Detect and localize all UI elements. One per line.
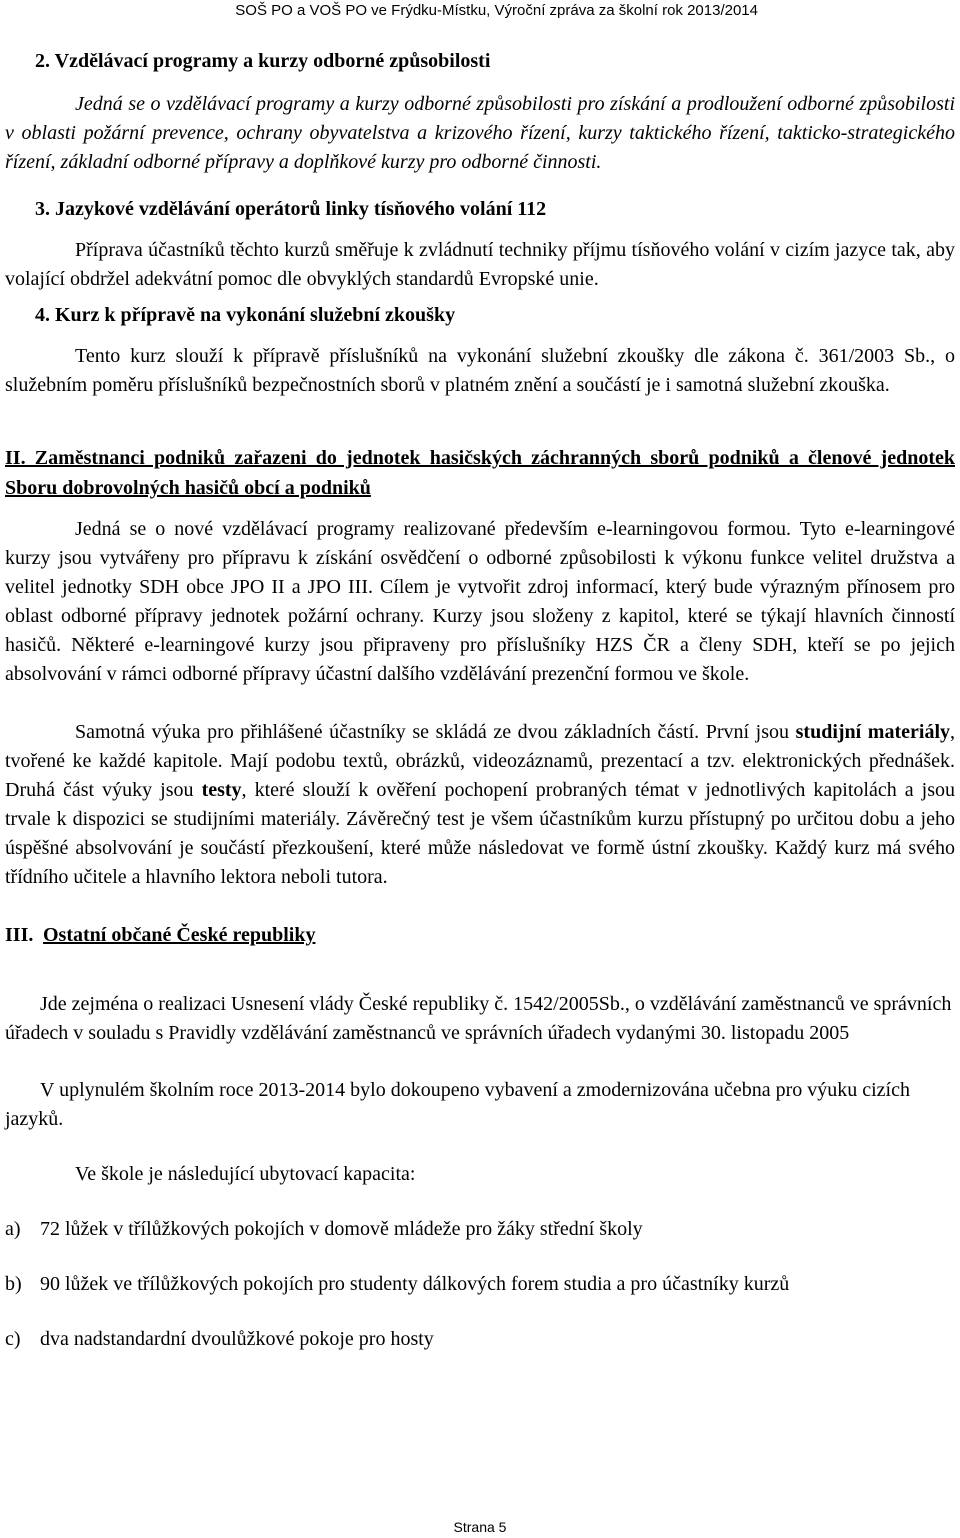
- page-header: SOŠ PO a VOŠ PO ve Frýdku-Místku, Výroční zpráva za školní rok 2013/2014: [235, 2, 758, 19]
- section-III-body-2-text: V uplynulém školním roce 2013-2014 bylo dokoupeno vybavení a zmodernizována učebna pro výuku cizích jazyků.: [5, 1079, 910, 1130]
- capacity-list: [5, 1215, 955, 1354]
- section-III-body-1: Jde zejména o realizaci Usnesení vlády České republiky č. 1542/2005Sb., o vzdělávání zaměstnanců ve správních úřadech v souladu s Pravidly vzdělávání zaměstnanců ve správních úřadech vydanými 30. listopadu 2005: [5, 993, 952, 1044]
- page-number: Strana 5: [453, 1519, 507, 1535]
- section-4-body: Tento kurz slouží k přípravě příslušníků na vykonání služební zkoušky dle zákona č. 361/2003 Sb., o služebním poměru příslušníků bezpečnostních sborů v platném znění a součástí je i samotná služební zkouška.: [5, 345, 955, 396]
- capacity-list-item: [5, 1325, 955, 1354]
- capacity-list-item: [5, 1270, 955, 1299]
- list-item-text: 72 lůžek v třílůžkových pokojích v domově mládeže pro žáky střední školy: [40, 1218, 643, 1240]
- section-III-number: III.: [5, 924, 34, 946]
- capacity-intro: Ve škole je následující ubytovací kapacita:: [75, 1163, 416, 1185]
- document-content: [5, 46, 955, 1354]
- capacity-list-item: [5, 1215, 955, 1244]
- study-materials-term: studijní materiály: [795, 721, 950, 743]
- section-2-heading: 2. Vzdělávací programy a kurzy odborné způsobilosti: [35, 50, 491, 72]
- section-II-heading: II. Zaměstnanci podniků zařazeni do jednotek hasičských záchranných sborů podniků a členové jednotek Sboru dobrovolných hasičů obcí a podniků: [5, 447, 955, 499]
- section-II-body-1: Jedná se o nové vzdělávací programy realizované především e-learningovou formou. Tyto e-learningové kurzy jsou vytvářeny pro přípravu k získání osvědčení o odborné způsobilosti k výkonu funkce velitel družstva a velitel jednotky SDH obce JPO II a JPO III. Cílem je vytvořit zdroj informací, který bude výrazným přínosem pro oblast odborné přípravy jednotek požární ochrany. Kurzy jsou složeny z kapitol, které se týkají hlavních činností hasičů. Některé e-learningové kurzy jsou připraveny pro příslušníky HZS ČR a členy SDH, kteří se po jejich absolvování v rámci odborné přípravy účastní dalšího vzdělávání prezenční formou ve škole.: [5, 518, 955, 685]
- section-III-title: Ostatní občané České republiky: [43, 924, 316, 946]
- section-3-heading: 3. Jazykové vzdělávání operátorů linky tísňového volání 112: [35, 198, 547, 220]
- list-marker: a): [5, 1218, 21, 1240]
- section-4-heading: 4. Kurz k přípravě na vykonání služební zkoušky: [35, 304, 456, 326]
- section-II-body-2-part-e: , které slouží k ověření pochopení probraných témat v jednotlivých kapitolách a jsou trvale k dispozici se studijními materiály. Závěrečný test je všem účastníkům kurzu přístupný po určitou dobu a jeho úspěšné absolvování je součástí přezkoušení, které může následovat ve formě ústní zkoušky. Každý kurz má svého třídního učitele a hlavního lektora neboli tutora.: [5, 779, 955, 888]
- list-marker: b): [5, 1273, 22, 1295]
- section-III-heading: [5, 920, 955, 950]
- tests-term: testy: [201, 779, 242, 801]
- list-marker: c): [5, 1328, 21, 1350]
- section-II-body-2-part-a: Samotná výuka pro přihlášené účastníky se skládá ze dvou základních částí. První jsou: [75, 721, 796, 743]
- section-II-body-2: [5, 718, 955, 892]
- list-item-text: dva nadstandardní dvoulůžkové pokoje pro hosty: [40, 1328, 434, 1350]
- section-3-body: Příprava účastníků těchto kurzů směřuje k zvládnutí techniky příjmu tísňového volání v cizím jazyce tak, aby volající obdržel adekvátní pomoc dle obvyklých standardů Evropské unie.: [5, 239, 955, 290]
- section-II-body-2-part-c: , tvořené ke každé kapitole. Mají podobu textů, obrázků, videozáznamů, prezentací a tzv. elektronických přednášek. Druhá část výuky jsou: [5, 721, 955, 801]
- list-item-text: 90 lůžek ve třílůžkových pokojích pro studenty dálkových forem studia a pro účastníky kurzů: [40, 1273, 790, 1295]
- section-2-body: Jedná se o vzdělávací programy a kurzy odborné způsobilosti pro získání a prodloužení odborné způsobilosti v oblasti požární prevence, ochrany obyvatelstva a krizového řízení, kurzy taktického řízení, takticko-strategického řízení, základní odborné přípravy a doplňkové kurzy pro odborné činnosti.: [5, 93, 955, 173]
